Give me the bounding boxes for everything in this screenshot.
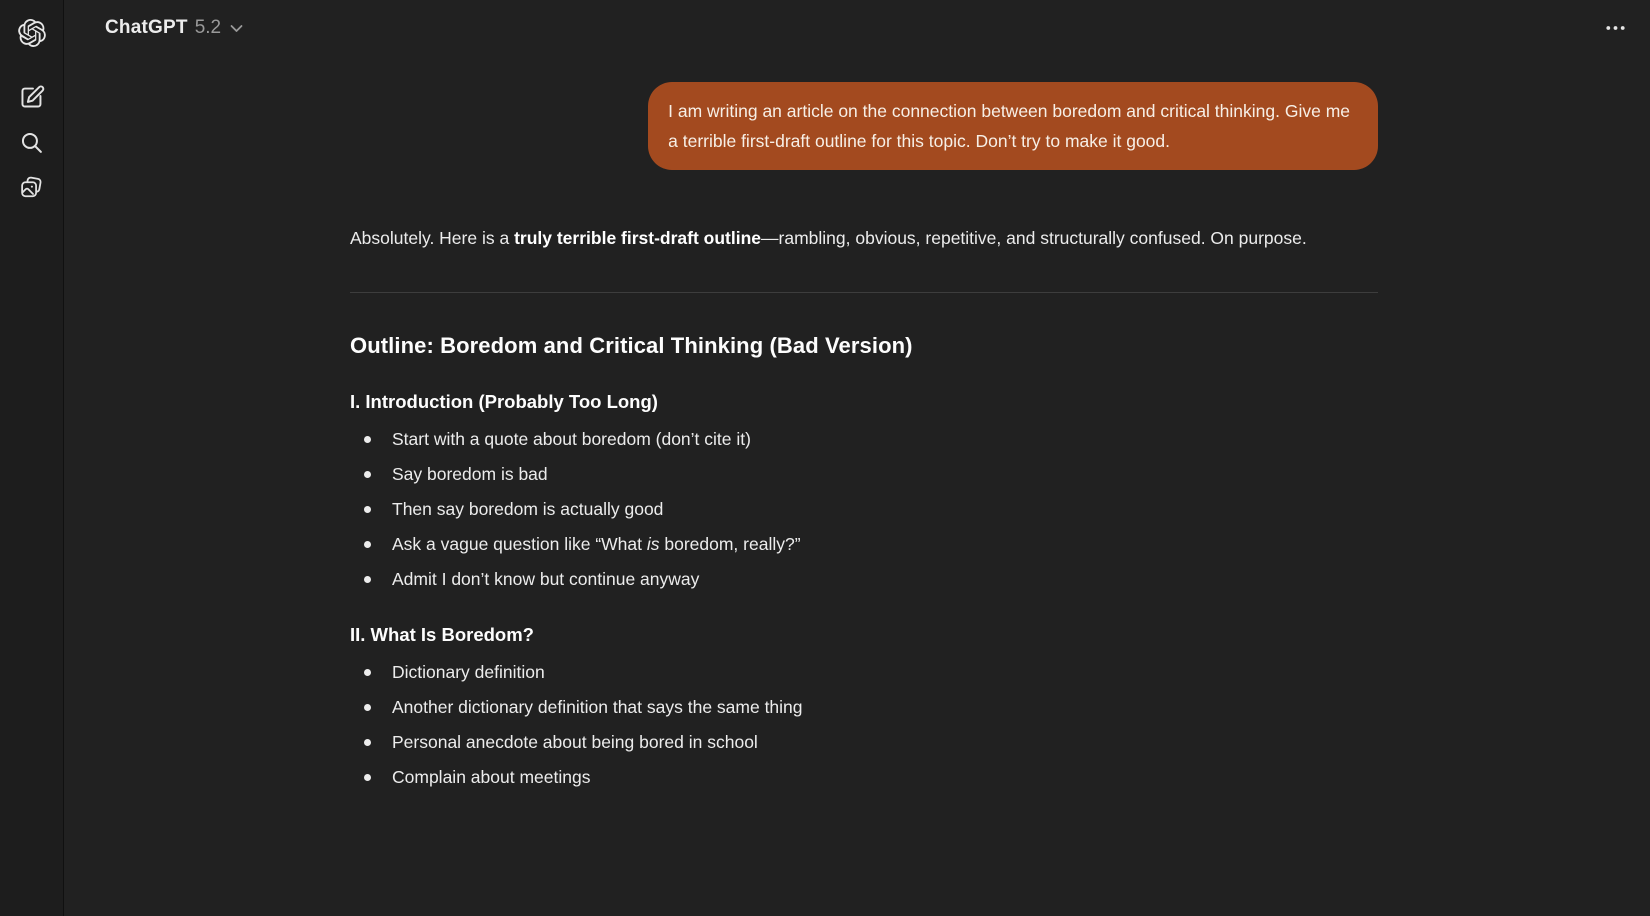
model-picker[interactable] [105, 17, 243, 39]
library-button[interactable] [14, 169, 50, 205]
ellipsis-icon [1606, 25, 1625, 31]
list-item: Ask a vague question like “What is boredom, really?” [350, 529, 1378, 560]
list-item: Another dictionary definition that says the same thing [350, 692, 1378, 723]
openai-logo-icon [18, 19, 46, 47]
list-item: Say boredom is bad [350, 459, 1378, 490]
user-message-bubble: I am writing an article on the connection between boredom and critical thinking. Give me a terrible first-draft outline for this topic. Don’t try to make it good. [648, 82, 1378, 170]
list-item: Complain about meetings [350, 762, 1378, 793]
topbar [64, 0, 1650, 56]
new-chat-icon [19, 84, 45, 110]
section-heading-2: II. What Is Boredom? [350, 624, 534, 645]
library-icon [19, 175, 44, 200]
assistant-message [350, 223, 1378, 793]
new-chat-button[interactable] [14, 79, 50, 115]
intro-bold-text: truly terrible first-draft outline [514, 228, 762, 248]
section-heading-1: I. Introduction (Probably Too Long) [350, 391, 658, 412]
list-item: Personal anecdote about being bored in school [350, 727, 1378, 758]
sidebar [0, 0, 64, 916]
section-1-list [350, 424, 1378, 595]
sidebar-nav [14, 79, 50, 214]
openai-logo-button[interactable] [17, 18, 47, 48]
conversation-options-button[interactable] [1598, 11, 1632, 45]
list-item: Start with a quote about boredom (don’t cite it) [350, 424, 1378, 455]
chevron-down-icon [230, 24, 243, 33]
section-2-list [350, 657, 1378, 793]
message-divider [350, 292, 1378, 293]
conversation-column [350, 82, 1378, 793]
model-version: 5.2 [194, 17, 222, 38]
search-icon [19, 130, 44, 155]
list-item: Dictionary definition [350, 657, 1378, 688]
user-message-row [350, 82, 1378, 170]
assistant-intro-paragraph: Absolutely. Here is a truly terrible first-draft outline—rambling, obvious, repetitive, and structurally confused. On purpose. [350, 228, 1307, 248]
list-item: Admit I don’t know but continue anyway [350, 564, 1378, 595]
outline-title: Outline: Boredom and Critical Thinking (Bad Version) [350, 333, 913, 358]
main-area [64, 0, 1650, 916]
model-name: ChatGPT [105, 17, 188, 38]
list-item: Then say boredom is actually good [350, 494, 1378, 525]
search-button[interactable] [14, 124, 50, 160]
